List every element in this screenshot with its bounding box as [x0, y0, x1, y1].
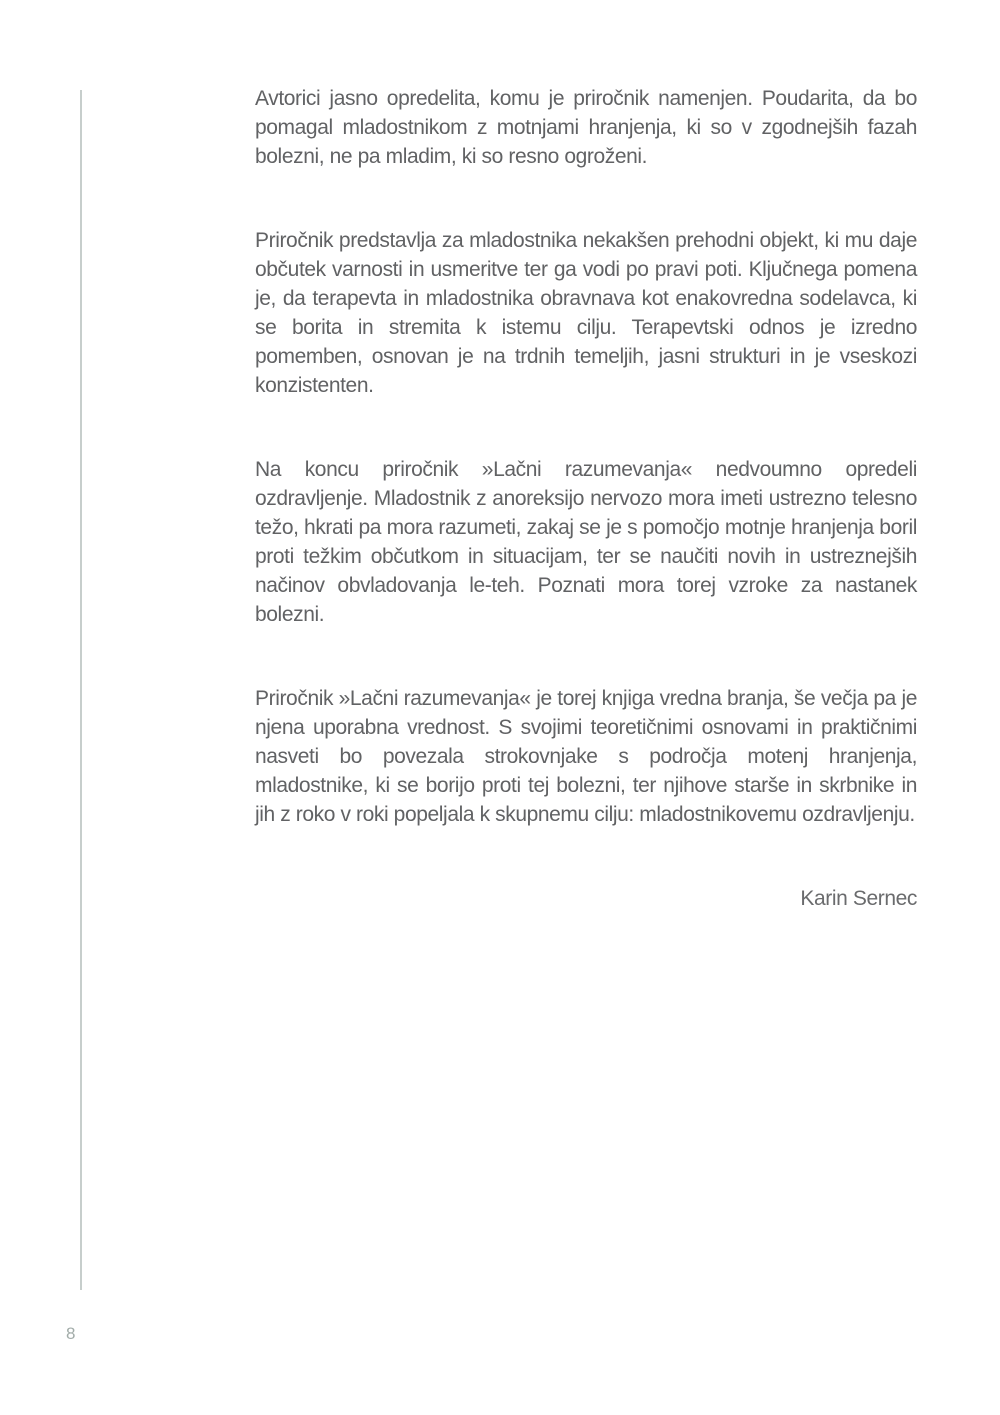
left-margin-rule — [80, 90, 82, 1290]
paragraph: Priročnik predstavlja za mladostnika nekakšen prehodni objekt, ki mu daje občutek varnosti in usmeritve ter ga vodi po pravi poti. Ključnega pomena je, da terapevta in mladostnika obravnava kot enakovredna sodelavca, ki se borita in stremita k istemu cilju. Terapevtski odnos je izredno pomemben, osnovan je na trdnih temeljih, jasni strukturi in je vseskozi konzistenten. — [255, 229, 917, 397]
page-number: 8 — [66, 1324, 76, 1343]
paragraph: Avtorici jasno opredelita, komu je priročnik namenjen. Poudarita, da bo pomagal mladostnikom z motnjami hranjenja, ki so v zgodnejših fazah bolezni, ne pa mladim, ki so resno ogroženi. — [255, 87, 917, 168]
paragraph: Na koncu priročnik »Lačni razumevanja« nedvoumno opredeli ozdravljenje. Mladostnik z anoreksijo nervozo mora imeti ustrezno telesno težo, hkrati pa mora razumeti, zakaj se je s pomočjo motnje hranjenja boril proti težkim občutkom in situacijam, ter se naučiti novih in ustreznejših načinov obvladovanja le-teh. Poznati mora torej vzroke za nastanek bolezni. — [255, 458, 917, 626]
paragraph: Priročnik »Lačni razumevanja« je torej knjiga vredna branja, še večja pa je njena uporabna vrednost. S svojimi teoretičnimi osnovami in praktičnimi nasveti bo povezala strokovnjake s področja motenj hranjenja, mladostnike, ki se borijo proti tej bolezni, ter njihove starše in skrbnike in jih z roko v roki popeljala k skupnemu cilju: mladostnikovemu ozdravljenju. — [255, 687, 917, 826]
author-signature: Karin Sernec — [800, 887, 917, 910]
text-column — [255, 84, 917, 913]
